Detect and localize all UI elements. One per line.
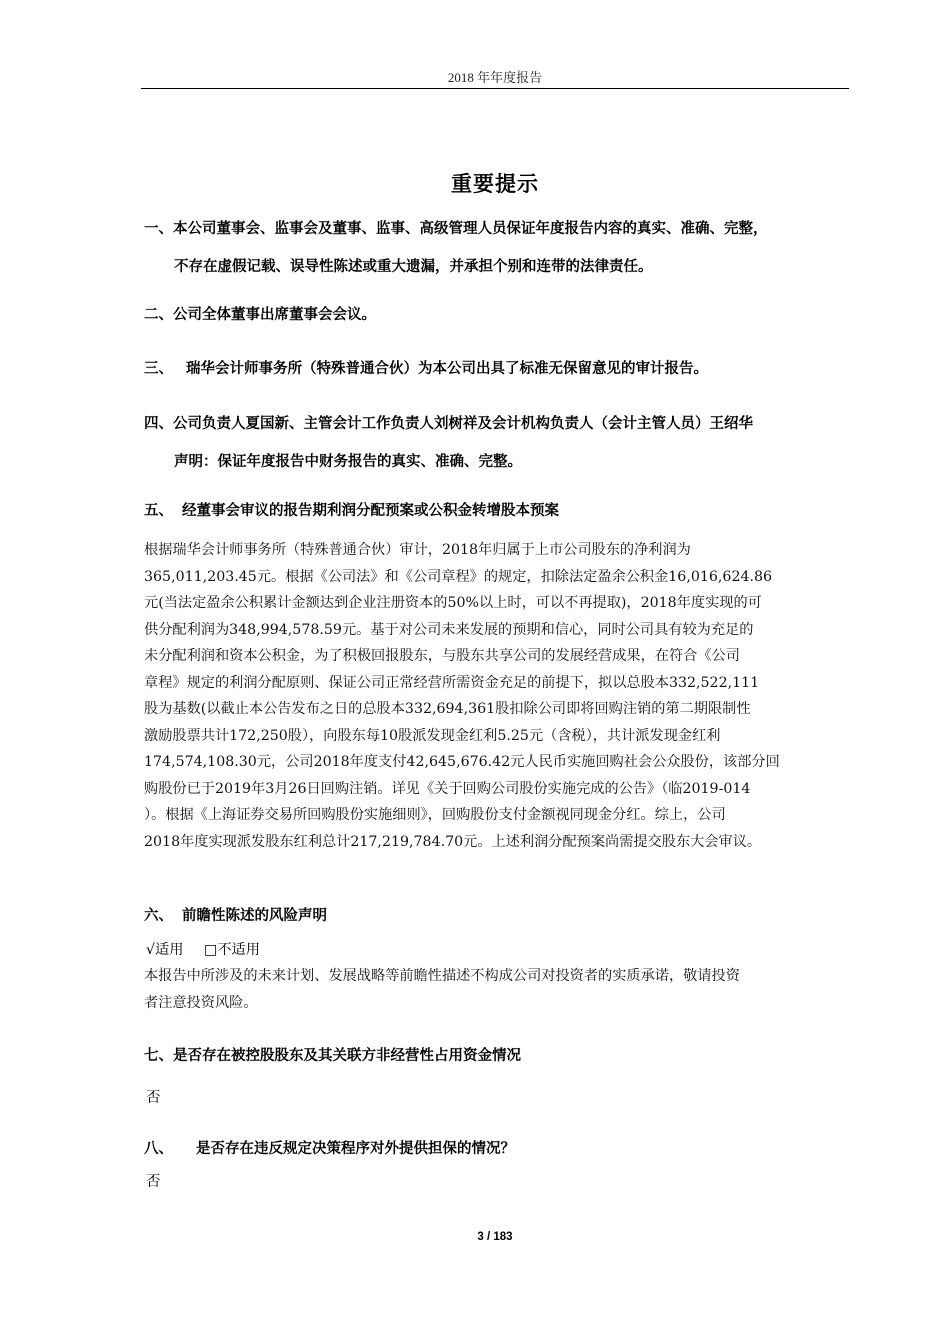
notice-item-8-answer: 否: [146, 1174, 161, 1190]
notice-item-1-line1: 一、本公司董事会、监事会及董事、监事、高级管理人员保证年度报告内容的真实、准确、完整，: [144, 221, 768, 237]
notice-item-6-number: 六、: [144, 908, 173, 924]
notice-item-7-answer: 否: [146, 1090, 161, 1106]
profit-distribution-paragraph: [144, 537, 854, 855]
notice-item-7: [144, 1037, 854, 1075]
paragraph-line: 者注意投资风险。: [144, 994, 258, 1011]
paragraph-line: 购股份已于2019年3月26日回购注销。详见《关于回购公司股份实施完成的公告》（临2019-014: [144, 780, 751, 797]
page-title: 重要提示: [451, 172, 539, 196]
paragraph-line: 激励股票共计172,250股），向股东每10股派发现金红利5.25元（含税），共计派发现金红利: [144, 727, 721, 744]
notice-item-3-number: 三、: [144, 361, 173, 377]
notice-item-5-number: 五、: [144, 503, 173, 519]
notice-item-2: [144, 296, 854, 334]
paragraph-line: 2018年度实现派发股东红利总计217,219,784.70元。上述利润分配预案尚需提交股东大会审议。: [144, 833, 762, 850]
notice-item-3: [144, 350, 854, 388]
paragraph-line: 股为基数(以截止本公告发布之日的总股本332,694,361股扣除公司即将回购注销的第二期限制性: [144, 701, 751, 717]
paragraph-line: 根据瑞华会计师事务所（特殊普通合伙）审计，2018年归属于上市公司股东的净利润为: [144, 542, 691, 558]
paragraph-line: 元(当法定盈余公积累计金额达到企业注册资本的50%以上时，可以不再提取)，2018年度实现的可: [144, 595, 762, 611]
notice-item-5-text: 经董事会审议的报告期利润分配预案或公积金转增股本预案: [182, 503, 559, 519]
paragraph-line: 未分配利润和资本公积金，为了积极回报股东，与股东共享公司的发展经营成果，在符合《公司: [144, 648, 740, 664]
notice-item-8-number: 八、: [144, 1141, 173, 1157]
paragraph-line: 174,574,108.30元，公司2018年度支付42,645,676.42元人民币实施回购社会公众股份，该部分回: [144, 754, 780, 770]
notice-item-3-text: 瑞华会计师事务所（特殊普通合伙）为本公司出具了标准无保留意见的审计报告。: [186, 361, 708, 377]
paragraph-line: 365,011,203.45元。根据《公司法》和《公司章程》的规定，扣除法定盈余公积金16,016,624.86: [144, 568, 773, 585]
risk-statement-paragraph: [144, 963, 854, 1016]
notice-item-7-text: 七、是否存在被控股股东及其关联方非经营性占用资金情况: [144, 1048, 521, 1064]
notice-item-5: [144, 492, 854, 530]
applicability-options: [146, 938, 276, 962]
notice-item-2-text: 二、公司全体董事出席董事会会议。: [144, 307, 376, 323]
page-number: 3 / 183: [477, 1231, 513, 1243]
notice-item-8-text: 是否存在违反规定决策程序对外提供担保的情况？: [196, 1141, 515, 1157]
paragraph-line: 供分配利润为348,994,578.59元。基于对公司未来发展的预期和信心，同时公司具有较为充足的: [144, 621, 754, 638]
notice-item-4-line2: 声明：保证年度报告中财务报告的真实、准确、完整。: [174, 454, 522, 470]
notice-item-8: [144, 1130, 854, 1168]
notice-item-4: [144, 405, 854, 481]
notice-item-1-line2: 不存在虚假记载、误导性陈述或重大遗漏，并承担个别和连带的法律责任。: [174, 259, 653, 275]
notice-item-4-line1: 四、公司负责人夏国新、主管会计工作负责人刘树祥及会计机构负责人（会计主管人员）王绍华: [144, 416, 753, 432]
paragraph-line: ）。根据《上海证券交易所回购股份实施细则》，回购股份支付金额视同现金分红。综上，公司: [144, 807, 726, 823]
header-divider: [141, 88, 849, 89]
not-applicable-option: □不适用: [203, 942, 260, 958]
report-header-title: 2018 年年度报告: [447, 70, 543, 85]
notice-item-6-text: 前瞻性陈述的风险声明: [182, 908, 327, 924]
notice-item-6: [144, 897, 854, 935]
notice-item-1: [144, 210, 854, 286]
paragraph-line: 章程》规定的利润分配原则、保证公司正常经营所需资金充足的前提下，拟以总股本332,522,111: [144, 674, 760, 691]
paragraph-line: 本报告中所涉及的未来计划、发展战略等前瞻性描述不构成公司对投资者的实质承诺，敬请投资: [144, 968, 740, 984]
applicable-checked-option: √适用: [146, 942, 184, 958]
